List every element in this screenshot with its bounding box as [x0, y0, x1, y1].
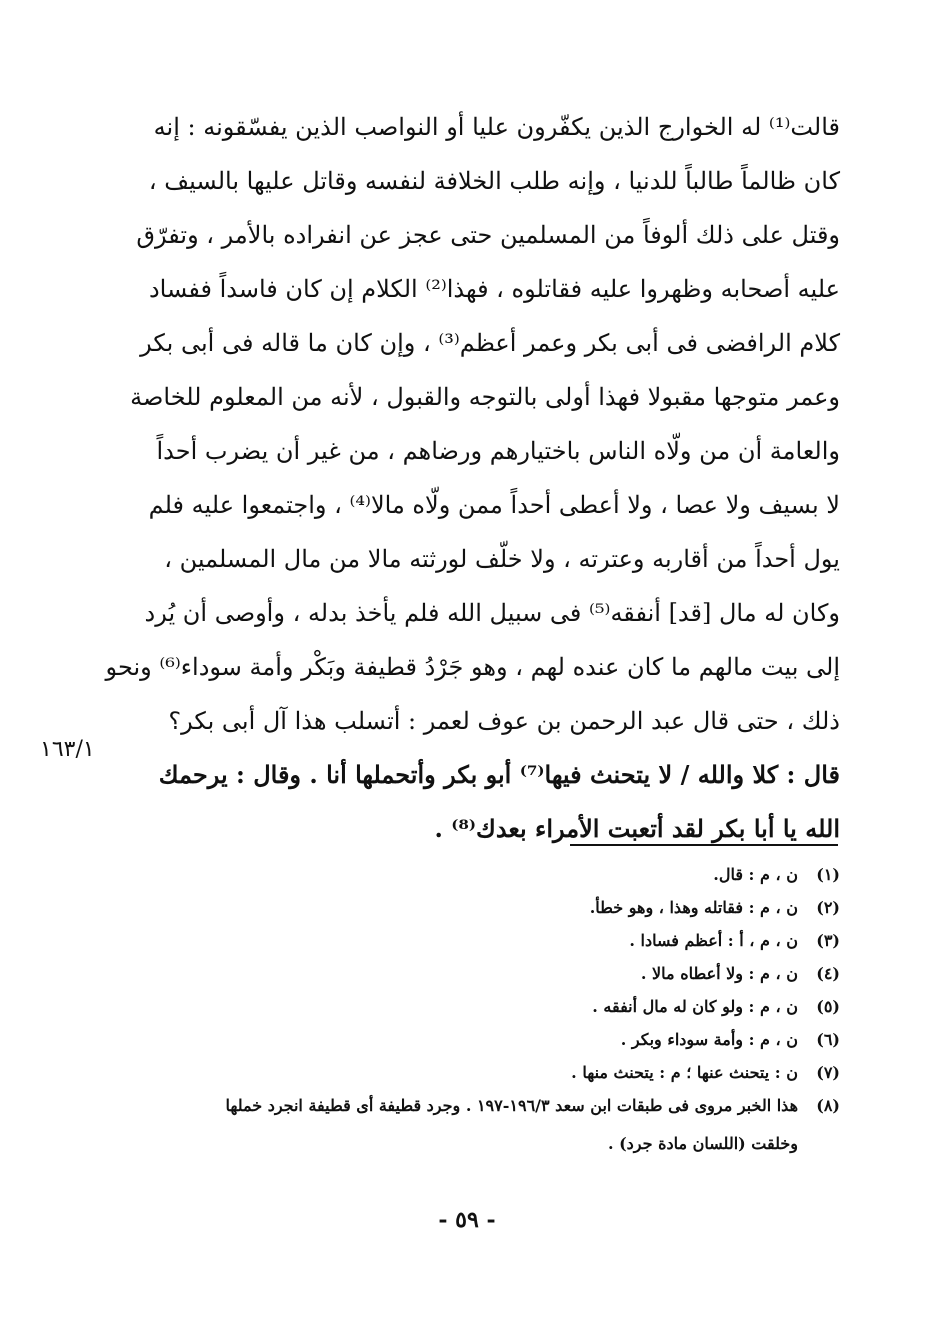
footnote-text: ن ، م : وأمة سوداء وبكر . [620, 1030, 798, 1049]
footnote-number: (٤) [816, 964, 840, 983]
footnote-item [132, 1056, 840, 1089]
footnote-number: (١) [816, 865, 840, 884]
footnote-number: (٧) [816, 1063, 840, 1082]
footnote-number: (٣) [816, 931, 840, 950]
footnote-text: ن ، م : ولا أعطاه مالا . [640, 964, 798, 983]
footnote-number [798, 1122, 840, 1162]
footnote-number: (٨) [816, 1096, 840, 1115]
text-line: قال : كلا والله / لا يتحنث فيها⁽⁷⁾ أبو بكر وأتحملها أنا . وقال : يرحمك [158, 760, 840, 789]
footnote-item-continuation [132, 1122, 840, 1162]
footnote-item [132, 858, 840, 891]
text-line: عليه أصحابه وظهروا عليه فقاتلوه ، فهذا⁽²⁾ الكلام إن كان فاسداً ففساد [148, 275, 840, 303]
footnote-number: (٥) [816, 997, 840, 1016]
text-line: وكان له مال [قد] أنفقه⁽⁵⁾ فى سبيل الله فلم يأخذ بدله ، وأوصى أن يُرد [144, 599, 840, 627]
footnote-text: ن ، م ، أ : أعظم فسادا . [629, 931, 798, 950]
footnote-item [132, 891, 840, 924]
text-line: والعامة أن من ولّاه الناس باختيارهم ورضاهم ، من غير أن يضرب أحداً [156, 437, 840, 465]
footnote-text: ن ، م : فقاتله وهذا ، وهو خطأ. [589, 898, 798, 917]
footnote-text: ن ، م : ولو كان له مال أنفقه . [592, 997, 798, 1016]
main-text-body [105, 100, 840, 856]
text-line: يول أحداً من أقاربه وعترته ، ولا خلّف لورثته مالا من مال المسلمين ، [164, 545, 840, 573]
footnote-item [132, 1089, 840, 1122]
footnote-divider [570, 844, 838, 846]
text-line: الله يا أبا بكر لقد أتعبت الأمراء بعدك⁽⁸⁾ . [434, 814, 840, 843]
footnote-item [132, 957, 840, 990]
text-line: وقتل على ذلك ألوفاً من المسلمين حتى عجز عن انفراده بالأمر ، وتفرّق [136, 221, 840, 249]
text-line: ذلك ، حتى قال عبد الرحمن بن عوف لعمر : أتسلب هذا آل أبى بكر؟ [168, 707, 840, 735]
text-line: لا بسيف ولا عصا ، ولا أعطى أحداً ممن ولّاه مالا⁽⁴⁾ ، واجتمعوا عليه فلم [148, 491, 840, 519]
footnote-item [132, 990, 840, 1023]
footnotes-list [132, 858, 840, 1162]
footnote-text: ن : يتحنث عنها ؛ م : يتحنث منها . [571, 1063, 798, 1082]
footnote-text: وخلقت (اللسان مادة جرد) . [607, 1134, 798, 1153]
footnote-number: (٢) [816, 898, 840, 917]
text-line: قالت⁽¹⁾ له الخوارج الذين يكفّرون عليا أو النواصب الذين يفسّقونه : إنه [153, 113, 840, 141]
text-line: وعمر متوجها مقبولا فهذا أولى بالتوجه والقبول ، لأنه من المعلوم للخاصة [130, 383, 840, 411]
footnote-item [132, 1023, 840, 1056]
text-line: إلى بيت مالهم ما كان عنده لهم ، وهو جَرْدُ قطيفة وبَكْر وأمة سوداء⁽⁶⁾ ونحو [105, 653, 840, 681]
footnote-item [132, 924, 840, 957]
text-line: كلام الرافضى فى أبى بكر وعمر أعظم⁽³⁾ ، وإن كان ما قاله فى أبى بكر [140, 329, 840, 357]
page-number: - ٥٩ - [438, 1207, 496, 1233]
footnote-number: (٦) [816, 1030, 840, 1049]
text-line: كان ظالماً طالباً للدنيا ، وإنه طلب الخلافة لنفسه وقاتل عليها بالسيف ، [148, 167, 840, 195]
footnote-text: هذا الخبر مروى فى طبقات ابن سعد ١٩٦/٣-١٩٧ . وجرد قطيفة أى قطيفة انجرد خملها [225, 1096, 798, 1115]
margin-page-reference: ١٦٣/١ [40, 737, 95, 762]
footnote-text: ن ، م : قال. [713, 865, 798, 884]
